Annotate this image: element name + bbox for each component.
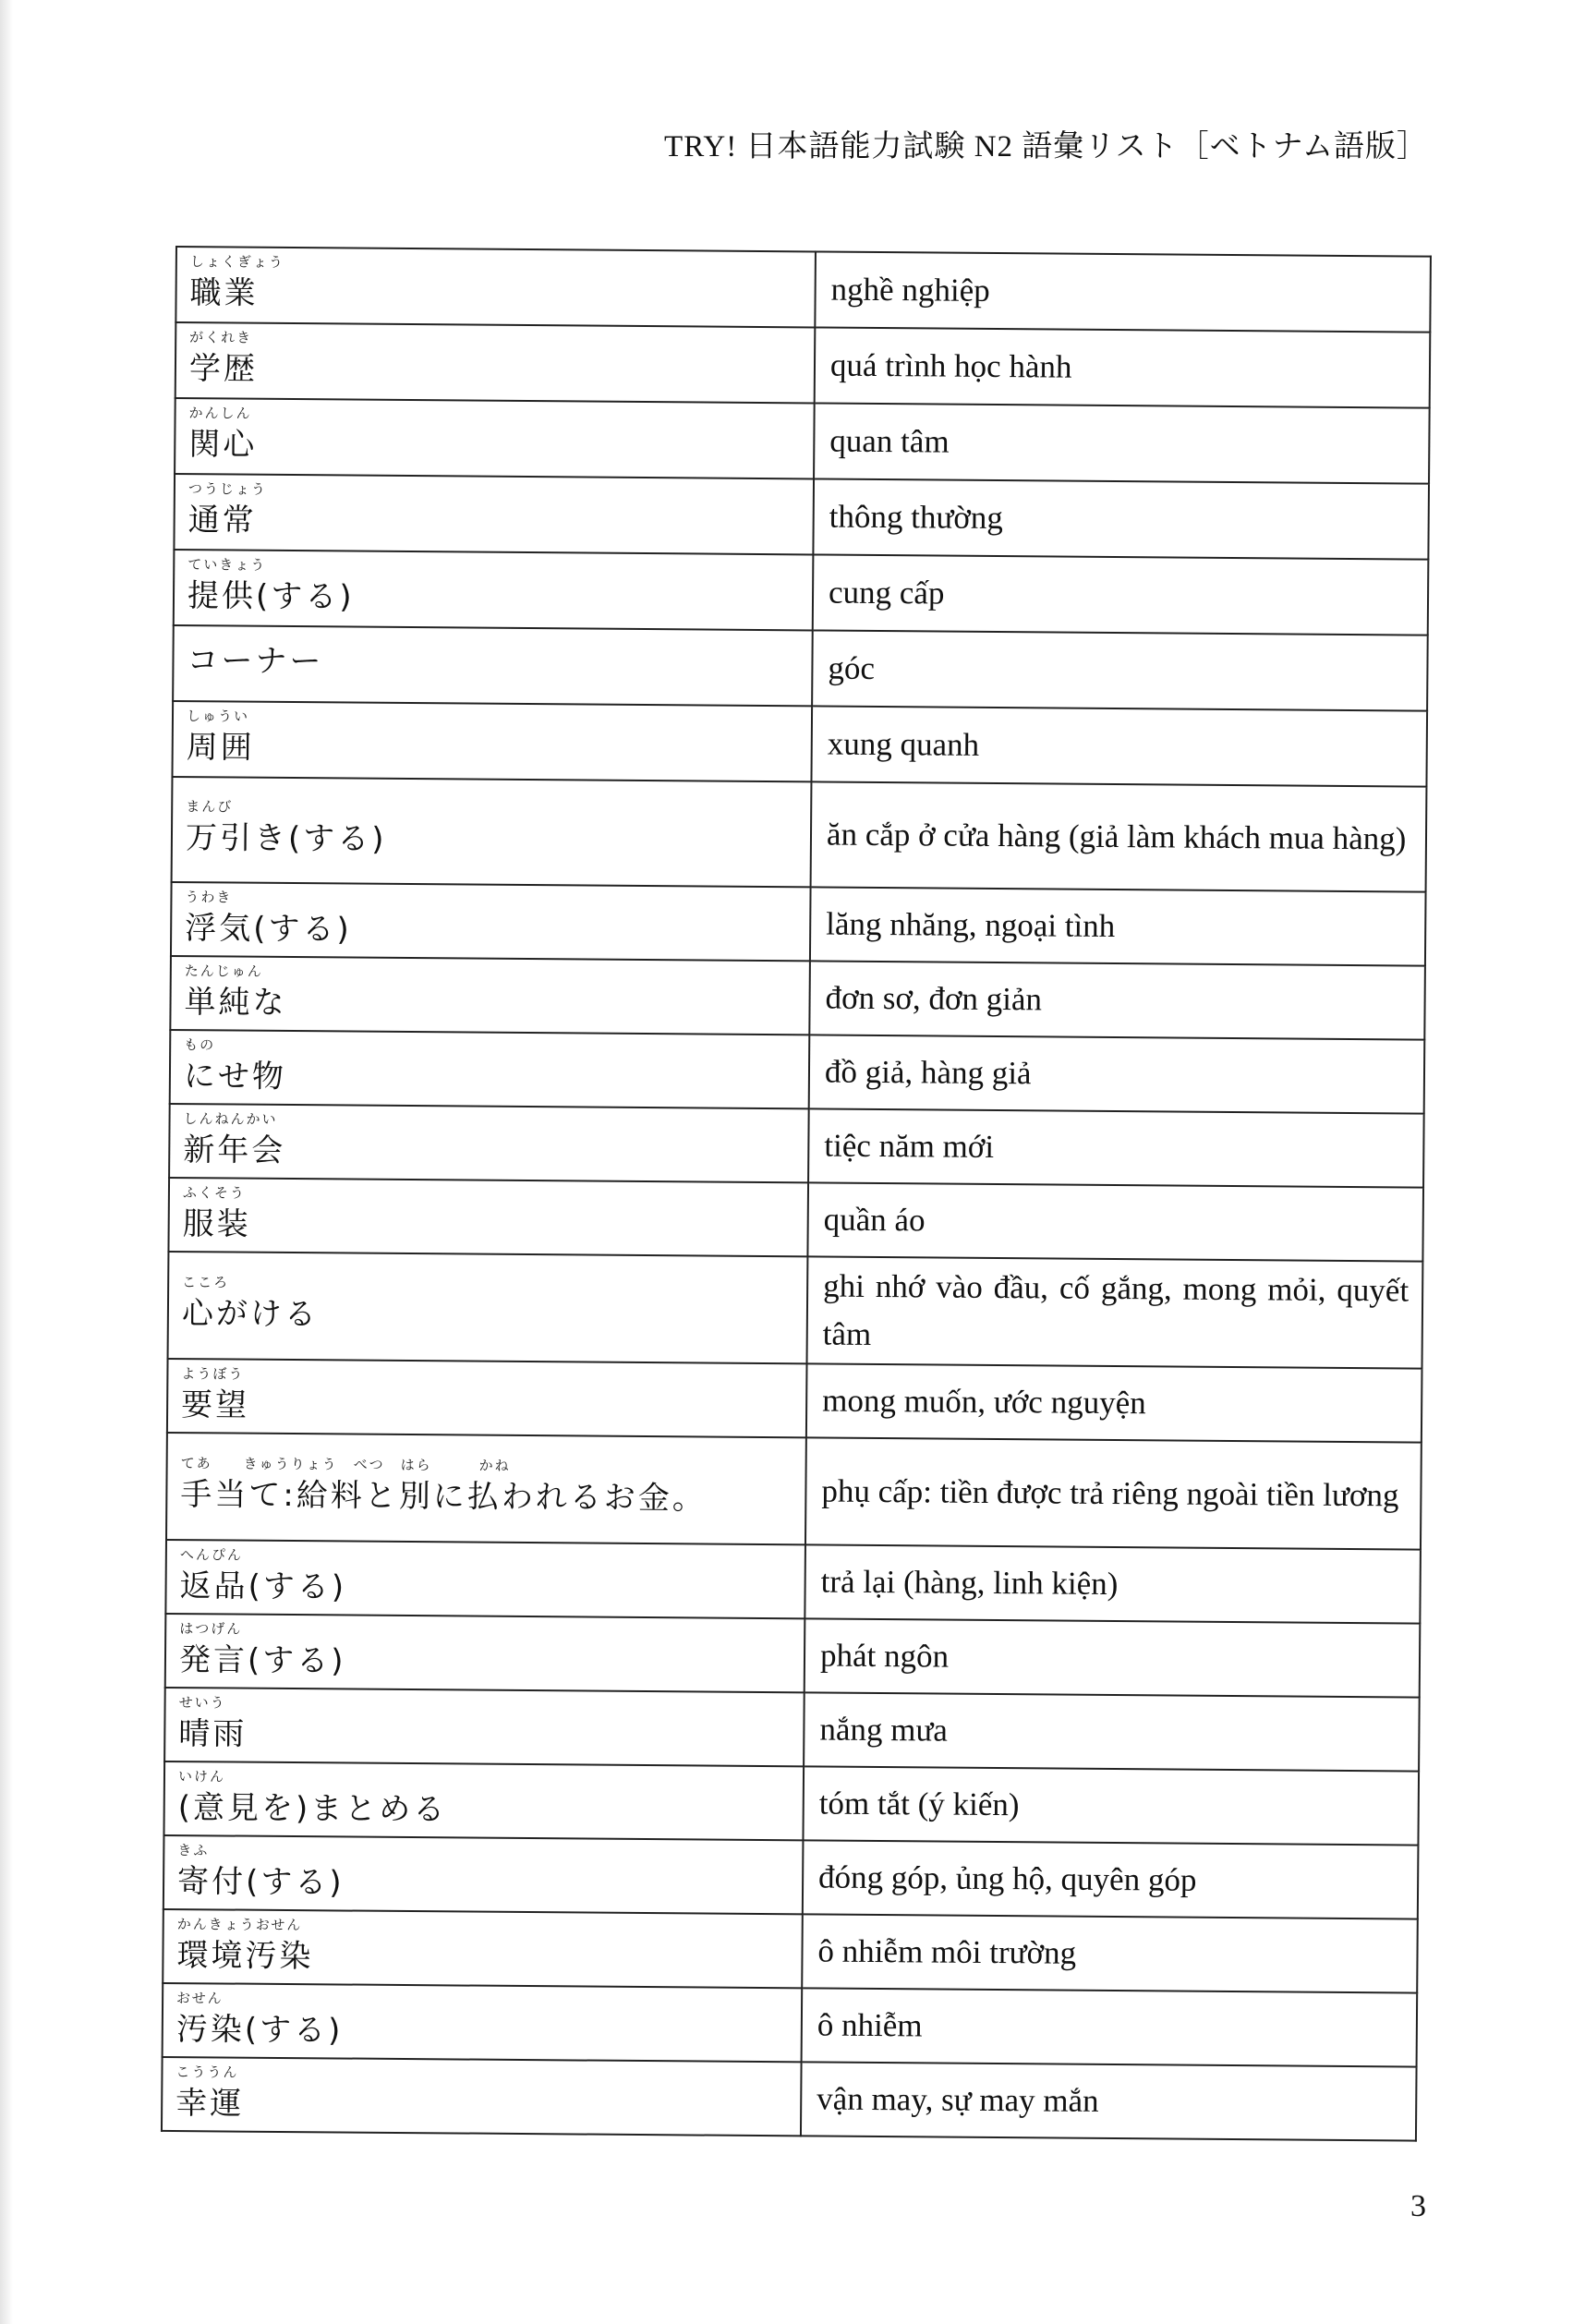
furigana-reading: せいう (178, 1694, 226, 1712)
vietnamese-meaning: phát ngôn (805, 1618, 1421, 1697)
vietnamese-meaning: ô nhiễm môi trường (802, 1914, 1418, 1992)
vietnamese-meaning: quần áo (807, 1182, 1423, 1261)
japanese-term-cell (175, 247, 816, 327)
japanese-term-cell (167, 1359, 807, 1437)
furigana-reading: かんしん (188, 405, 252, 422)
vietnamese-meaning: quá trình học hành (815, 327, 1431, 407)
furigana-reading: おせん (176, 1990, 224, 2007)
japanese-term-wrapper (180, 1434, 805, 1519)
furigana-reading: うわき (185, 889, 233, 906)
vietnamese-meaning: vận may, sự may mắn (801, 2062, 1417, 2140)
japanese-term: 万引き(する) (185, 819, 387, 858)
furigana-reading: まんび (186, 798, 234, 816)
table-row (163, 1761, 1419, 1846)
vietnamese-meaning: đóng góp, ủng hộ, quyên góp (803, 1840, 1419, 1919)
japanese-term-wrapper (175, 2058, 801, 2127)
furigana-reading: つうじょう (188, 480, 268, 498)
table-row (171, 882, 1426, 966)
japanese-term-cell (163, 1835, 804, 1914)
vietnamese-meaning: nắng mưa (804, 1692, 1420, 1771)
japanese-term: 提供(する) (187, 577, 355, 616)
table-row (163, 1835, 1419, 1919)
japanese-term-cell (172, 701, 812, 781)
page-header: TRY! 日本語能力試験 N2 語彙リスト［ベトナム語版］ (664, 130, 1428, 163)
table-row (174, 474, 1429, 560)
page-number: 3 (1410, 2189, 1426, 2223)
japanese-term-wrapper (186, 778, 811, 862)
japanese-term-wrapper (179, 1615, 805, 1684)
japanese-term-cell (172, 777, 812, 887)
japanese-term-cell (171, 882, 811, 961)
japanese-term-cell (168, 1178, 808, 1256)
japanese-term-wrapper (176, 1910, 802, 1979)
vietnamese-meaning: cung cấp (813, 554, 1429, 635)
vietnamese-meaning: thông thường (813, 478, 1429, 559)
table-row (170, 956, 1425, 1040)
japanese-term: 汚染(する) (175, 2011, 344, 2050)
vietnamese-meaning: nghề nghiệp (815, 251, 1431, 332)
japanese-term-wrapper (178, 1689, 804, 1758)
japanese-term-wrapper (178, 1762, 804, 1832)
table-row (170, 1030, 1425, 1114)
japanese-term-wrapper (185, 883, 810, 952)
table-row (175, 247, 1431, 333)
vietnamese-meaning: xung quanh (811, 706, 1427, 786)
japanese-term: コーナー (187, 642, 324, 681)
japanese-term-wrapper (183, 1179, 808, 1248)
japanese-term-cell (166, 1433, 806, 1544)
japanese-term: 心がける (181, 1295, 320, 1334)
vietnamese-meaning: mong muốn, ước nguyện (806, 1363, 1422, 1442)
japanese-term-wrapper (188, 399, 814, 468)
japanese-term-cell (170, 956, 810, 1035)
japanese-term-wrapper (189, 323, 815, 393)
table-row (172, 777, 1427, 892)
table-row (164, 1688, 1420, 1772)
vietnamese-meaning: góc (812, 630, 1428, 710)
japanese-term: 通常 (188, 502, 257, 539)
japanese-term: 幸運 (175, 2085, 245, 2123)
japanese-term: 返品(する) (179, 1567, 347, 1606)
japanese-term: 環境汚染 (176, 1937, 314, 1976)
furigana-reading: こううん (175, 2064, 239, 2081)
japanese-term: 発言(する) (178, 1641, 346, 1680)
japanese-term: (意見を)まとめる (177, 1789, 448, 1829)
japanese-term-cell (168, 1252, 808, 1363)
japanese-term: 要望 (180, 1386, 250, 1424)
furigana-reading: ふくそう (182, 1184, 247, 1202)
japanese-term-wrapper (176, 1984, 802, 2053)
vietnamese-meaning: quan tâm (814, 403, 1430, 483)
japanese-term-wrapper (188, 551, 813, 620)
japanese-term-cell (163, 1909, 803, 1988)
japanese-term: 学歴 (188, 350, 259, 388)
table-row (166, 1433, 1422, 1550)
japanese-term-cell (165, 1540, 805, 1618)
table-row (173, 625, 1428, 711)
japanese-term-cell (174, 550, 814, 630)
furigana-reading: しょくぎょう (189, 253, 284, 271)
furigana-reading: しゅうい (186, 708, 250, 725)
furigana-reading: しんねんかい (183, 1110, 278, 1128)
vietnamese-meaning: đồ giả, hàng giả (809, 1035, 1425, 1113)
vietnamese-meaning: tóm tắt (ý kiến) (803, 1766, 1419, 1845)
japanese-term: 晴雨 (178, 1715, 248, 1753)
japanese-term-cell (162, 2057, 802, 2136)
table-row (167, 1359, 1422, 1443)
vietnamese-meaning: ghi nhớ vào đầu, cố gắng, mong mỏi, quyết tâm (807, 1256, 1423, 1368)
furigana-reading: がくれき (189, 329, 253, 346)
japanese-term: 職業 (189, 274, 259, 312)
japanese-term-cell (175, 398, 815, 478)
vietnamese-meaning: đơn sơ, đơn giản (809, 961, 1425, 1039)
page-edge-shadow (0, 0, 13, 2324)
japanese-term: 手当て:給料と別に払われるお金。 (180, 1476, 707, 1518)
vocabulary-table (161, 246, 1432, 2142)
furigana-reading: こころ (182, 1274, 230, 1291)
vietnamese-meaning: phụ cấp: tiền được trả riêng ngoài tiền lương (805, 1437, 1422, 1549)
japanese-term-cell (173, 625, 813, 706)
furigana-reading: はつげん (179, 1620, 243, 1638)
table-row (168, 1252, 1423, 1369)
japanese-term-wrapper (187, 626, 811, 684)
furigana-reading: てあ きゅうりょう べつ はら かね (180, 1455, 511, 1474)
japanese-term: 関心 (188, 426, 258, 464)
furigana-reading: たんじゅん (184, 962, 263, 980)
japanese-term: 単純な (184, 984, 287, 1022)
table-row (163, 1983, 1418, 2067)
table-row (169, 1104, 1424, 1188)
japanese-term-wrapper (184, 1031, 809, 1100)
japanese-term-cell (175, 322, 816, 403)
japanese-term-cell (164, 1688, 805, 1766)
furigana-reading: ていきょう (188, 556, 267, 574)
table-row (175, 398, 1430, 484)
vietnamese-meaning: lăng nhăng, ngoại tình (810, 887, 1426, 965)
japanese-term: 寄付(する) (176, 1863, 345, 1902)
japanese-term-cell (165, 1614, 805, 1692)
japanese-term-wrapper (181, 1360, 806, 1429)
table-row (172, 701, 1427, 787)
furigana-reading: もの (184, 1036, 216, 1054)
vietnamese-meaning: tiệc năm mới (808, 1108, 1424, 1187)
japanese-term-cell (169, 1104, 809, 1182)
vietnamese-meaning: ăn cắp ở cửa hàng (giả làm khách mua hàng) (811, 781, 1427, 891)
japanese-term-cell (170, 1030, 810, 1108)
japanese-term-wrapper (189, 248, 815, 317)
japanese-term: にせ物 (183, 1058, 287, 1095)
japanese-term-cell (163, 1983, 803, 2062)
table-row (162, 2057, 1417, 2141)
japanese-term: 浮気(する) (185, 910, 352, 949)
japanese-term-wrapper (187, 702, 812, 771)
japanese-term: 新年会 (183, 1132, 286, 1169)
japanese-term-wrapper (179, 1541, 805, 1610)
japanese-term-wrapper (188, 475, 814, 544)
japanese-term-cell (174, 474, 814, 554)
table-row (175, 322, 1431, 408)
furigana-reading: きふ (177, 1842, 210, 1859)
japanese-term-wrapper (182, 1253, 807, 1338)
vocabulary-table-body (162, 247, 1431, 2141)
furigana-reading: いけん (177, 1768, 226, 1785)
vietnamese-meaning: ô nhiễm (802, 1988, 1418, 2066)
table-row (174, 550, 1429, 635)
japanese-term: 服装 (182, 1205, 251, 1243)
table-row (165, 1540, 1421, 1624)
furigana-reading: へんぴん (179, 1546, 243, 1564)
table-row (168, 1178, 1423, 1262)
table-row (165, 1614, 1421, 1698)
japanese-term-wrapper (183, 1105, 808, 1174)
furigana-reading: ようぼう (181, 1365, 245, 1383)
japanese-term-wrapper (177, 1836, 803, 1906)
vietnamese-meaning: trả lại (hàng, linh kiện) (805, 1544, 1421, 1623)
table-row (163, 1909, 1418, 1993)
japanese-term-cell (163, 1761, 804, 1840)
furigana-reading: かんきょうおせん (176, 1916, 303, 1934)
japanese-term: 周囲 (186, 729, 255, 767)
japanese-term-wrapper (184, 957, 809, 1026)
